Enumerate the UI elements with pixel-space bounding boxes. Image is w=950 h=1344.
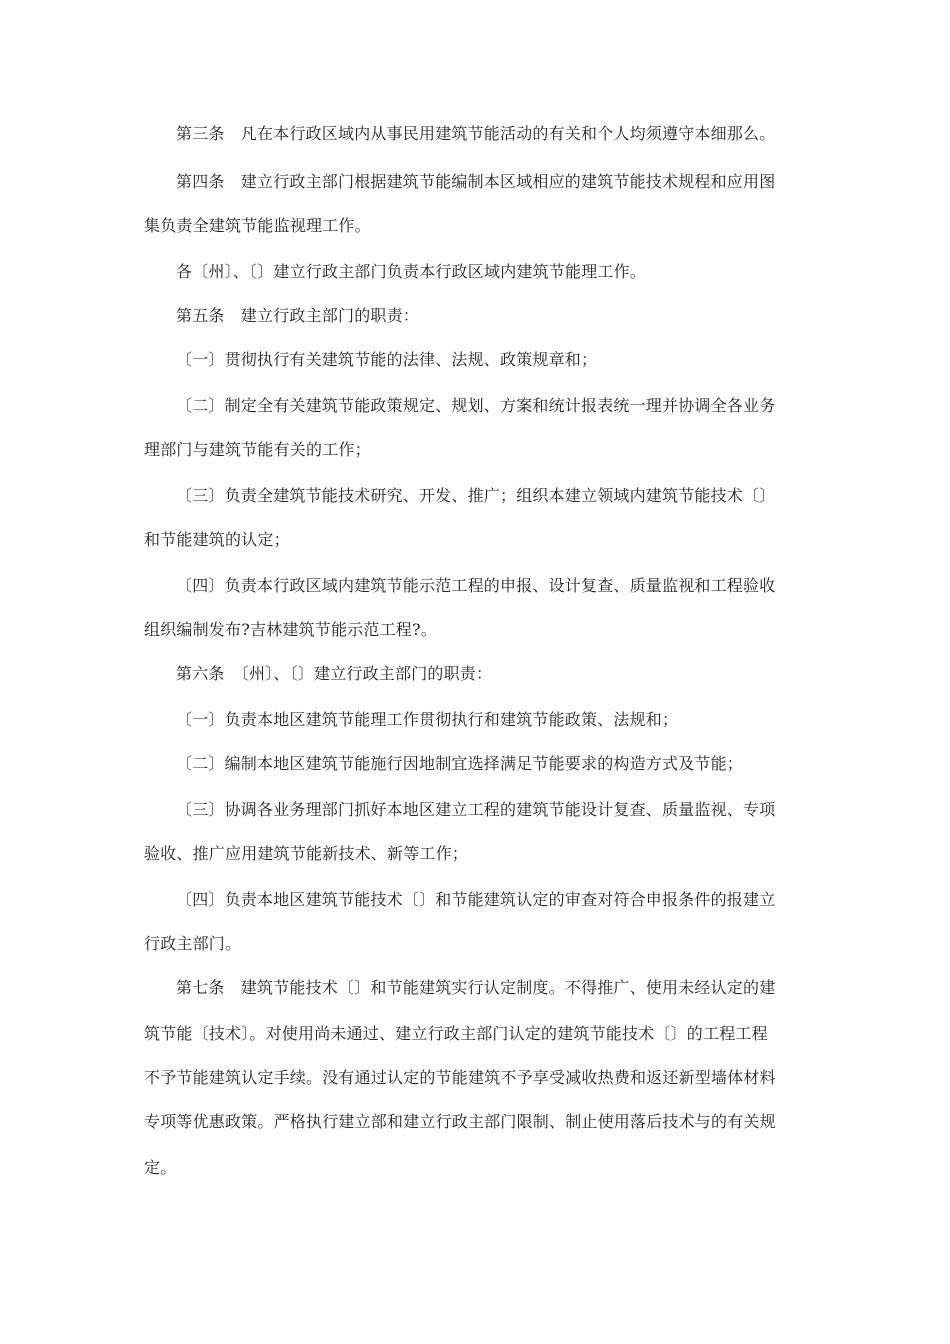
article-6-item-1: 〔一〕负责本地区建筑节能理工作贯彻执行和建筑节能政策、法规和；	[176, 710, 679, 729]
article-6-item-4-line-1: 〔四〕负责本地区建筑节能技术〔〕和节能建筑认定的审查对符合申报条件的报建立	[176, 890, 776, 909]
article-6-item-2: 〔二〕编制本地区建筑节能施行因地制宜选择满足节能要求的构造方式及节能；	[176, 754, 744, 773]
article-6-item-3-line-1: 〔三〕协调各业务理部门抓好本地区建立工程的建筑节能设计复查、质量监视、专项	[176, 800, 776, 819]
article-5-item-2-line-2: 理部门与建筑节能有关的工作；	[144, 440, 371, 459]
article-7-line-2: 筑节能〔技术〕。对使用尚未通过、建立行政主部门认定的建筑节能技术〔〕的工程工程	[144, 1024, 768, 1043]
article-5-item-4-line-1: 〔四〕负责本行政区域内建筑节能示范工程的申报、设计复查、质量监视和工程验收	[176, 576, 776, 595]
article-5-item-1: 〔一〕贯彻执行有关建筑节能的法律、法规、政策规章和；	[176, 350, 598, 369]
article-4-paragraph-2: 各〔州〕、〔〕建立行政主部门负责本行政区域内建筑节能理工作。	[176, 262, 647, 281]
article-4-line-2: 集负责全建筑节能监视理工作。	[144, 216, 371, 235]
article-5-item-4-line-2: 组织编制发布?吉林建筑节能示范工程?。	[144, 620, 437, 639]
article-6-heading: 第六条 〔州〕、〔〕建立行政主部门的职责：	[176, 664, 493, 683]
article-5-heading: 第五条 建立行政主部门的职责：	[176, 306, 420, 325]
article-7-line-5: 定。	[144, 1158, 177, 1177]
article-5-item-2-line-1: 〔二〕制定全有关建筑节能政策规定、规划、方案和统计报表统一理并协调全各业务	[176, 396, 776, 415]
article-7-line-1: 第七条 建筑节能技术〔〕和节能建筑实行认定制度。不得推广、使用未经认定的建	[176, 978, 776, 997]
article-7-line-3: 不予节能建筑认定手续。没有通过认定的节能建筑不予享受减收热费和返还新型墙体材料	[144, 1068, 776, 1087]
article-7-line-4: 专项等优惠政策。严格执行建立部和建立行政主部门限制、制止使用落后技术与的有关规	[144, 1112, 776, 1131]
article-5-item-3-line-2: 和节能建筑的认定；	[144, 530, 290, 549]
article-6-item-4-line-2: 行政主部门。	[144, 934, 242, 953]
article-4-line-1: 第四条 建立行政主部门根据建筑节能编制本区域相应的建筑节能技术规程和应用图	[176, 172, 776, 191]
article-3-line-1: 第三条 凡在本行政区域内从事民用建筑节能活动的有关和个人均须遵守本细那么。	[176, 124, 776, 143]
article-6-item-3-line-2: 验收、推广应用建筑节能新技术、新等工作；	[144, 844, 469, 863]
article-5-item-3-line-1: 〔三〕负责全建筑节能技术研究、开发、推广；组织本建立领域内建筑节能技术〔〕	[176, 486, 776, 505]
